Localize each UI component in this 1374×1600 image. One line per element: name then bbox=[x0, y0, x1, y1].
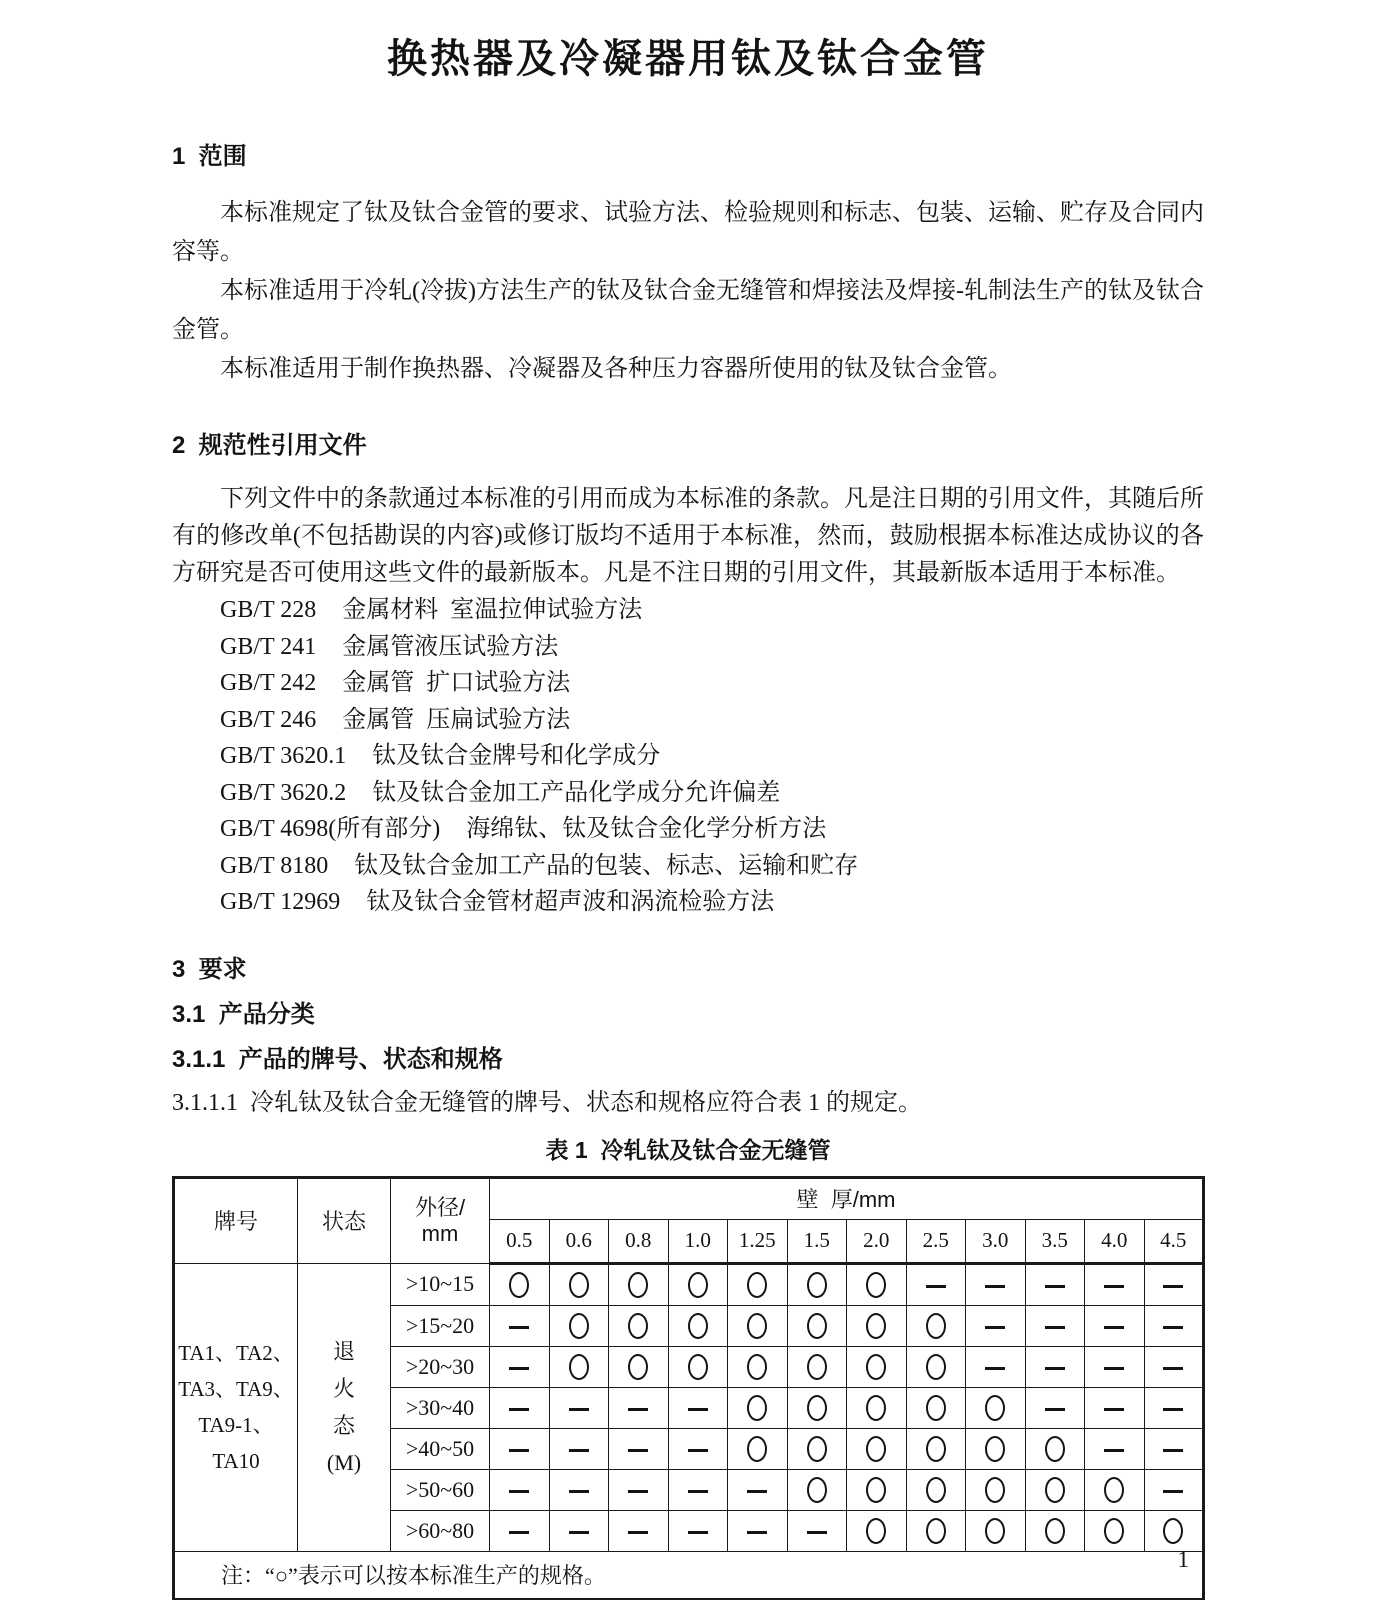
not-available-dash-icon bbox=[1045, 1408, 1065, 1410]
not-available-dash-icon bbox=[1163, 1285, 1183, 1287]
spec-cell bbox=[966, 1510, 1026, 1551]
available-circle-icon bbox=[747, 1272, 767, 1298]
wall-thickness-col-0.5: 0.5 bbox=[490, 1219, 550, 1263]
wall-thickness-col-3.0: 3.0 bbox=[966, 1219, 1026, 1263]
not-available-dash-icon bbox=[688, 1408, 708, 1410]
available-circle-icon bbox=[866, 1436, 886, 1462]
available-circle-icon bbox=[747, 1395, 767, 1421]
available-circle-icon bbox=[807, 1477, 827, 1503]
reference-title: 金属管液压试验方法 bbox=[342, 633, 559, 660]
available-circle-icon bbox=[1045, 1477, 1065, 1503]
table1 bbox=[172, 1176, 1205, 1600]
spec-cell bbox=[847, 1469, 907, 1510]
available-circle-icon bbox=[569, 1272, 589, 1298]
spec-cell bbox=[787, 1346, 847, 1387]
reference-title: 钛及钛合金加工产品化学成分允许偏差 bbox=[372, 779, 781, 806]
wall-thickness-col-1.0: 1.0 bbox=[668, 1219, 728, 1263]
section-references-heading: 2 规范性引用文件 bbox=[172, 432, 367, 459]
not-available-dash-icon bbox=[1045, 1367, 1065, 1369]
spec-cell bbox=[490, 1510, 550, 1551]
reference-code: GB/T 242 bbox=[220, 670, 317, 696]
available-circle-icon bbox=[807, 1436, 827, 1462]
reference-code: GB/T 12969 bbox=[220, 889, 341, 915]
reference-item bbox=[172, 592, 1204, 629]
scope-paragraph: 本标准适用于冷轧(冷拔)方法生产的钛及钛合金无缝管和焊接法及焊接-轧制法生产的钛及钛合金管。 bbox=[172, 278, 1204, 343]
available-circle-icon bbox=[569, 1354, 589, 1380]
not-available-dash-icon bbox=[1163, 1490, 1183, 1492]
spec-cell bbox=[966, 1387, 1026, 1428]
reference-item bbox=[172, 848, 1204, 885]
available-circle-icon bbox=[747, 1354, 767, 1380]
available-circle-icon bbox=[985, 1395, 1005, 1421]
spec-cell bbox=[906, 1263, 966, 1305]
section-requirements-heading: 3 要求 bbox=[172, 955, 247, 983]
spec-cell bbox=[728, 1428, 788, 1469]
od-range-cell: >60~80 bbox=[391, 1510, 490, 1551]
spec-cell bbox=[549, 1263, 609, 1305]
available-circle-icon bbox=[926, 1354, 946, 1380]
available-circle-icon bbox=[688, 1272, 708, 1298]
spec-cell bbox=[668, 1263, 728, 1305]
grade-cell: TA1、TA2、 TA3、TA9、 TA9-1、 TA10 bbox=[174, 1263, 298, 1551]
not-available-dash-icon bbox=[509, 1326, 529, 1328]
spec-cell bbox=[609, 1387, 669, 1428]
not-available-dash-icon bbox=[1163, 1449, 1183, 1451]
wall-thickness-col-1.25: 1.25 bbox=[728, 1219, 788, 1263]
available-circle-icon bbox=[866, 1477, 886, 1503]
not-available-dash-icon bbox=[926, 1285, 946, 1287]
wall-thickness-col-4.0: 4.0 bbox=[1085, 1219, 1145, 1263]
available-circle-icon bbox=[1104, 1518, 1124, 1544]
reference-code: GB/T 241 bbox=[220, 633, 317, 660]
not-available-dash-icon bbox=[985, 1326, 1005, 1328]
spec-cell bbox=[1085, 1469, 1145, 1510]
not-available-dash-icon bbox=[1163, 1408, 1183, 1410]
not-available-dash-icon bbox=[1045, 1285, 1065, 1287]
spec-cell bbox=[1025, 1510, 1085, 1551]
available-circle-icon bbox=[926, 1518, 946, 1544]
wall-thickness-col-4.5: 4.5 bbox=[1144, 1219, 1204, 1263]
spec-cell bbox=[1025, 1305, 1085, 1346]
spec-cell bbox=[1144, 1428, 1204, 1469]
spec-cell bbox=[787, 1510, 847, 1551]
not-available-dash-icon bbox=[688, 1490, 708, 1492]
col-header-wall-thickness: 壁 厚/mm bbox=[490, 1177, 1204, 1219]
reference-item bbox=[172, 775, 1204, 812]
spec-cell bbox=[906, 1387, 966, 1428]
spec-cell bbox=[668, 1305, 728, 1346]
document-title: 换热器及冷凝器用钛及钛合金管 bbox=[387, 37, 989, 81]
reference-title: 海绵钛、钛及钛合金化学分析方法 bbox=[466, 816, 827, 842]
spec-cell bbox=[847, 1263, 907, 1305]
spec-cell bbox=[549, 1469, 609, 1510]
spec-cell bbox=[1144, 1510, 1204, 1551]
not-available-dash-icon bbox=[569, 1490, 589, 1492]
spec-cell bbox=[966, 1346, 1026, 1387]
not-available-dash-icon bbox=[1104, 1408, 1124, 1410]
available-circle-icon bbox=[807, 1313, 827, 1339]
reference-code: GB/T 4698(所有部分) bbox=[220, 816, 441, 842]
od-range-cell: >15~20 bbox=[391, 1305, 490, 1346]
spec-cell bbox=[549, 1510, 609, 1551]
od-range-cell: >10~15 bbox=[391, 1263, 490, 1305]
available-circle-icon bbox=[926, 1477, 946, 1503]
references-intro-paragraph: 下列文件中的条款通过本标准的引用而成为本标准的条款。凡是注日期的引用文件，其随后所有的修改单(不包括勘误的内容)或修订版均不适用于本标准，然而，鼓励根据本标准达成协议的各方研究是否可使用这些文件的最新版本。凡是不注日期的引用文件，其最新版本适用于本标准。 bbox=[172, 486, 1204, 586]
spec-cell bbox=[906, 1305, 966, 1346]
spec-cell bbox=[609, 1263, 669, 1305]
available-circle-icon bbox=[1163, 1518, 1183, 1544]
reference-code: GB/T 3620.1 bbox=[220, 743, 347, 769]
od-range-cell: >20~30 bbox=[391, 1346, 490, 1387]
spec-cell bbox=[966, 1428, 1026, 1469]
spec-cell bbox=[609, 1305, 669, 1346]
not-available-dash-icon bbox=[985, 1367, 1005, 1369]
spec-cell bbox=[728, 1263, 788, 1305]
available-circle-icon bbox=[747, 1436, 767, 1462]
clause-3-1-1-1: 3.1.1.1 冷轧钛及钛合金无缝管的牌号、状态和规格应符合表 1 的规定。 bbox=[172, 1089, 922, 1116]
spec-cell bbox=[1085, 1387, 1145, 1428]
available-circle-icon bbox=[747, 1313, 767, 1339]
col-header-grade: 牌号 bbox=[174, 1177, 298, 1263]
wall-thickness-col-1.5: 1.5 bbox=[787, 1219, 847, 1263]
not-available-dash-icon bbox=[569, 1408, 589, 1410]
spec-cell bbox=[966, 1469, 1026, 1510]
spec-cell bbox=[1025, 1428, 1085, 1469]
not-available-dash-icon bbox=[509, 1490, 529, 1492]
reference-title: 钛及钛合金加工产品的包装、标志、运输和贮存 bbox=[354, 852, 859, 879]
reference-code: GB/T 246 bbox=[220, 706, 317, 733]
available-circle-icon bbox=[628, 1354, 648, 1380]
available-circle-icon bbox=[926, 1313, 946, 1339]
od-range-cell: >30~40 bbox=[391, 1387, 490, 1428]
table-row bbox=[174, 1263, 1204, 1305]
not-available-dash-icon bbox=[807, 1531, 827, 1533]
reference-title: 金属管 压扁试验方法 bbox=[342, 706, 571, 733]
spec-cell bbox=[906, 1346, 966, 1387]
spec-cell bbox=[787, 1387, 847, 1428]
available-circle-icon bbox=[866, 1395, 886, 1421]
available-circle-icon bbox=[688, 1313, 708, 1339]
available-circle-icon bbox=[985, 1436, 1005, 1462]
reference-title: 钛及钛合金牌号和化学成分 bbox=[372, 743, 661, 769]
available-circle-icon bbox=[688, 1354, 708, 1380]
spec-cell bbox=[787, 1469, 847, 1510]
spec-cell bbox=[1085, 1428, 1145, 1469]
spec-cell bbox=[1025, 1387, 1085, 1428]
available-circle-icon bbox=[866, 1272, 886, 1298]
not-available-dash-icon bbox=[747, 1490, 767, 1492]
page-number: 1 bbox=[1177, 1547, 1189, 1572]
reference-title: 金属材料 室温拉伸试验方法 bbox=[342, 597, 643, 623]
spec-cell bbox=[847, 1428, 907, 1469]
spec-cell bbox=[1144, 1263, 1204, 1305]
spec-cell bbox=[1085, 1346, 1145, 1387]
not-available-dash-icon bbox=[628, 1408, 648, 1410]
spec-cell bbox=[490, 1263, 550, 1305]
spec-cell bbox=[906, 1510, 966, 1551]
spec-cell bbox=[490, 1305, 550, 1346]
spec-cell bbox=[668, 1387, 728, 1428]
reference-code: GB/T 228 bbox=[220, 597, 317, 623]
not-available-dash-icon bbox=[628, 1531, 648, 1533]
spec-cell bbox=[1144, 1469, 1204, 1510]
spec-cell bbox=[1085, 1305, 1145, 1346]
available-circle-icon bbox=[1045, 1518, 1065, 1544]
not-available-dash-icon bbox=[985, 1285, 1005, 1287]
spec-cell bbox=[787, 1263, 847, 1305]
available-circle-icon bbox=[1104, 1477, 1124, 1503]
not-available-dash-icon bbox=[509, 1408, 529, 1410]
reference-item bbox=[172, 811, 1204, 848]
not-available-dash-icon bbox=[1104, 1367, 1124, 1369]
table1-caption: 表 1 冷轧钛及钛合金无缝管 bbox=[545, 1136, 831, 1163]
spec-cell bbox=[609, 1510, 669, 1551]
not-available-dash-icon bbox=[1104, 1449, 1124, 1451]
spec-cell bbox=[847, 1305, 907, 1346]
available-circle-icon bbox=[926, 1395, 946, 1421]
spec-cell bbox=[1025, 1346, 1085, 1387]
spec-cell bbox=[549, 1387, 609, 1428]
spec-cell bbox=[1085, 1510, 1145, 1551]
available-circle-icon bbox=[807, 1354, 827, 1380]
subsection-3-1-1-heading: 3.1.1 产品的牌号、状态和规格 bbox=[172, 1045, 503, 1073]
available-circle-icon bbox=[628, 1272, 648, 1298]
available-circle-icon bbox=[807, 1272, 827, 1298]
od-range-cell: >40~50 bbox=[391, 1428, 490, 1469]
available-circle-icon bbox=[985, 1477, 1005, 1503]
reference-title: 金属管 扩口试验方法 bbox=[342, 670, 571, 696]
spec-cell bbox=[728, 1305, 788, 1346]
wall-thickness-col-2.0: 2.0 bbox=[847, 1219, 907, 1263]
available-circle-icon bbox=[807, 1395, 827, 1421]
wall-thickness-col-0.8: 0.8 bbox=[609, 1219, 669, 1263]
reference-item bbox=[172, 629, 1204, 666]
reference-item bbox=[172, 738, 1204, 775]
spec-cell bbox=[728, 1469, 788, 1510]
spec-cell bbox=[847, 1387, 907, 1428]
spec-cell bbox=[1144, 1387, 1204, 1428]
available-circle-icon bbox=[866, 1313, 886, 1339]
spec-cell bbox=[668, 1469, 728, 1510]
not-available-dash-icon bbox=[509, 1449, 529, 1451]
spec-cell bbox=[549, 1428, 609, 1469]
available-circle-icon bbox=[866, 1354, 886, 1380]
available-circle-icon bbox=[866, 1518, 886, 1544]
spec-cell bbox=[787, 1428, 847, 1469]
spec-cell bbox=[668, 1428, 728, 1469]
not-available-dash-icon bbox=[628, 1449, 648, 1451]
col-header-od: 外径/ mm bbox=[391, 1177, 490, 1263]
spec-cell bbox=[847, 1346, 907, 1387]
spec-cell bbox=[847, 1510, 907, 1551]
spec-cell bbox=[906, 1428, 966, 1469]
reference-list bbox=[172, 592, 1204, 921]
scope-paragraph: 本标准适用于制作换热器、冷凝器及各种压力容器所使用的钛及钛合金管。 bbox=[220, 356, 1012, 382]
not-available-dash-icon bbox=[1163, 1326, 1183, 1328]
reference-code: GB/T 3620.2 bbox=[220, 779, 347, 806]
spec-cell bbox=[728, 1510, 788, 1551]
available-circle-icon bbox=[628, 1313, 648, 1339]
table1-note: 注：“○”表示可以按本标准生产的规格。 bbox=[174, 1551, 1204, 1599]
not-available-dash-icon bbox=[1163, 1367, 1183, 1369]
col-header-state: 状态 bbox=[298, 1177, 391, 1263]
not-available-dash-icon bbox=[509, 1531, 529, 1533]
wall-thickness-col-2.5: 2.5 bbox=[906, 1219, 966, 1263]
spec-cell bbox=[668, 1510, 728, 1551]
spec-cell bbox=[906, 1469, 966, 1510]
available-circle-icon bbox=[985, 1518, 1005, 1544]
od-range-cell: >50~60 bbox=[391, 1469, 490, 1510]
spec-cell bbox=[490, 1428, 550, 1469]
state-cell: 退 火 态 (M) bbox=[298, 1263, 391, 1551]
spec-cell bbox=[787, 1305, 847, 1346]
not-available-dash-icon bbox=[747, 1531, 767, 1533]
reference-item bbox=[172, 884, 1204, 921]
reference-title: 钛及钛合金管材超声波和涡流检验方法 bbox=[366, 889, 775, 915]
not-available-dash-icon bbox=[1045, 1326, 1065, 1328]
spec-cell bbox=[549, 1346, 609, 1387]
not-available-dash-icon bbox=[688, 1449, 708, 1451]
not-available-dash-icon bbox=[688, 1531, 708, 1533]
scope-paragraph: 本标准规定了钛及钛合金管的要求、试验方法、检验规则和标志、包装、运输、贮存及合同内容等。 bbox=[172, 200, 1204, 265]
spec-cell bbox=[728, 1387, 788, 1428]
spec-cell bbox=[490, 1346, 550, 1387]
subsection-3-1-heading: 3.1 产品分类 bbox=[172, 1000, 315, 1028]
spec-cell bbox=[609, 1346, 669, 1387]
spec-cell bbox=[1025, 1263, 1085, 1305]
spec-cell bbox=[668, 1346, 728, 1387]
spec-cell bbox=[490, 1387, 550, 1428]
not-available-dash-icon bbox=[569, 1531, 589, 1533]
section-scope-heading: 1 范围 bbox=[172, 143, 247, 170]
reference-item bbox=[172, 702, 1204, 739]
available-circle-icon bbox=[1045, 1436, 1065, 1462]
available-circle-icon bbox=[569, 1313, 589, 1339]
not-available-dash-icon bbox=[1104, 1326, 1124, 1328]
wall-thickness-col-0.6: 0.6 bbox=[549, 1219, 609, 1263]
spec-cell bbox=[728, 1346, 788, 1387]
spec-cell bbox=[609, 1428, 669, 1469]
not-available-dash-icon bbox=[509, 1367, 529, 1369]
spec-cell bbox=[1085, 1263, 1145, 1305]
reference-code: GB/T 8180 bbox=[220, 852, 329, 879]
spec-cell bbox=[1144, 1346, 1204, 1387]
spec-cell bbox=[966, 1305, 1026, 1346]
spec-cell bbox=[609, 1469, 669, 1510]
spec-cell bbox=[966, 1263, 1026, 1305]
available-circle-icon bbox=[509, 1272, 529, 1298]
spec-cell bbox=[549, 1305, 609, 1346]
wall-thickness-col-3.5: 3.5 bbox=[1025, 1219, 1085, 1263]
spec-cell bbox=[490, 1469, 550, 1510]
spec-cell bbox=[1025, 1469, 1085, 1510]
available-circle-icon bbox=[926, 1436, 946, 1462]
not-available-dash-icon bbox=[569, 1449, 589, 1451]
reference-item bbox=[172, 665, 1204, 702]
not-available-dash-icon bbox=[1104, 1285, 1124, 1287]
spec-cell bbox=[1144, 1305, 1204, 1346]
not-available-dash-icon bbox=[628, 1490, 648, 1492]
